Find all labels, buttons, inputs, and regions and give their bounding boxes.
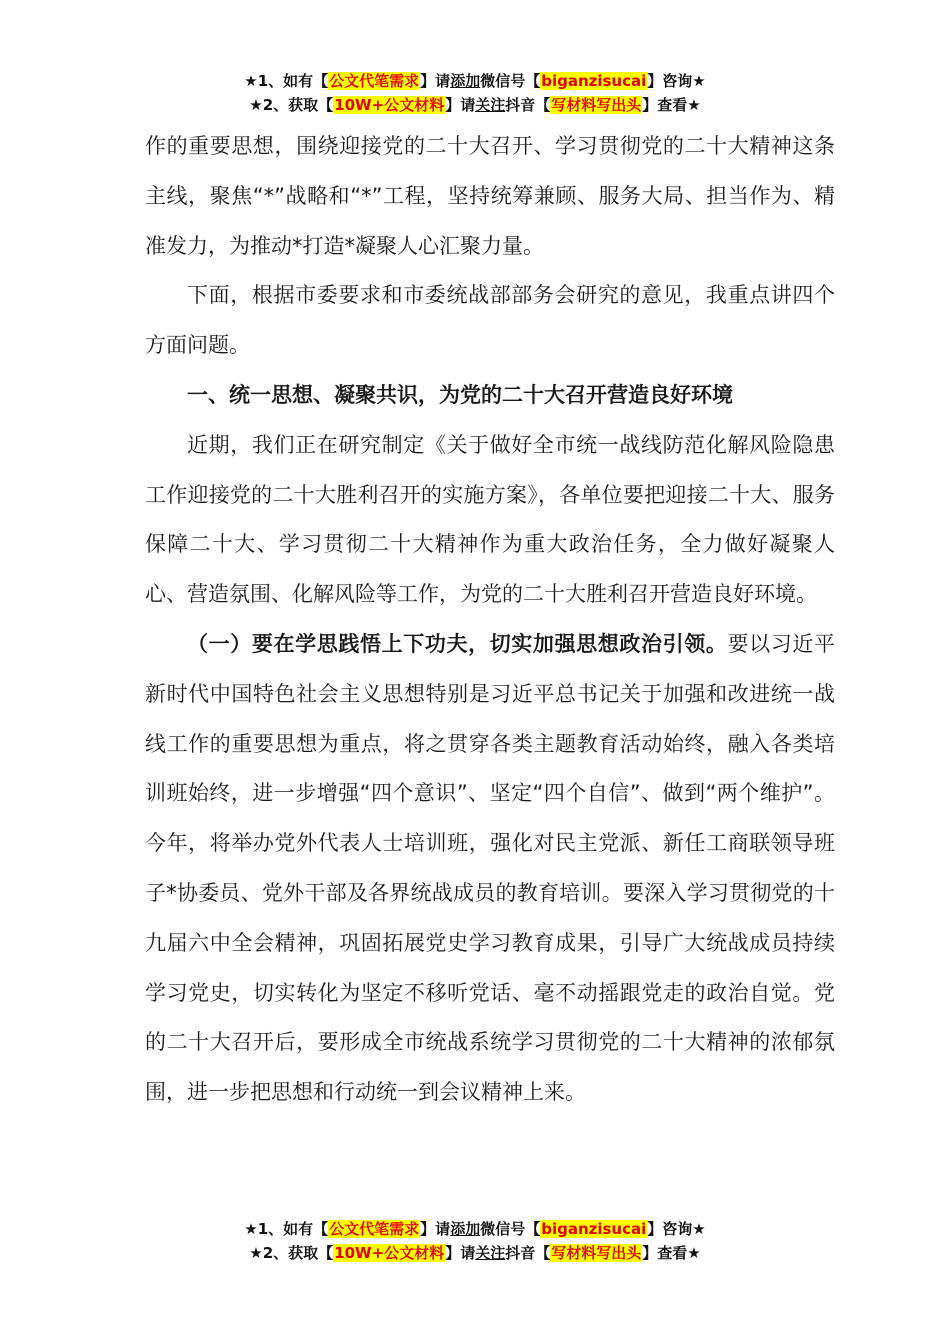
- banner-text: ★2、获取【: [249, 96, 334, 114]
- banner-text: 】请: [420, 1220, 451, 1238]
- banner-highlight: 公文代笔需求: [329, 1220, 420, 1238]
- banner-text: 】查看★: [642, 1244, 701, 1262]
- paragraph-text: 要以习近平新时代中国特色社会主义思想特别是习近平总书记关于加强和改进统一战线工作的重要思想为重点，将之贯穿各类主题教育活动始终，融入各类培训班始终，进一步增强“四个意识”、坚定“四个自信”、做到“两个维护”。今年，将举办党外代表人士培训班，强化对民主党派、新任工商联领导班子*协委员、党外干部及各界统战成员的教育培训。要深入学习贯彻党的十九届六中全会精神，巩固拓展党史学习教育成果，引导广大统战成员持续学习党史，切实转化为坚定不移听党话、毫不动摇跟党走的政治自觉。党的二十大召开后，要形成全市统战系统学习贯彻党的二十大精神的浓郁氛围，进一步把思想和行动统一到会议精神上来。: [145, 631, 835, 1105]
- paragraph: 近期，我们正在研究制定《关于做好全市统一战线防范化解风险隐患工作迎接党的二十大胜利召开的实施方案》，各单位要把迎接二十大、服务保障二十大、学习贯彻二十大精神作为重大政治任务，全力做好凝聚人心、营造氛围、化解风险等工作，为党的二十大胜利召开营造良好环境。: [145, 432, 835, 607]
- banner-underlined-text: 添加: [450, 72, 481, 90]
- banner-highlight: 写材料写出头: [551, 96, 642, 114]
- banner-text: 】咨询★: [647, 72, 706, 90]
- banner-text: ★2、获取【: [249, 1244, 334, 1262]
- bottom-banner-line-1: [0, 1218, 950, 1240]
- banner-highlight: 10W+公文材料: [334, 96, 445, 114]
- top-banner-line-2: [0, 94, 950, 116]
- banner-underlined-text: 关注: [475, 96, 506, 114]
- banner-text: 】请: [445, 1244, 476, 1262]
- banner-text: 微信号【: [480, 72, 541, 90]
- paragraph: 下面，根据市委要求和市委统战部部务会研究的意见，我重点讲四个方面问题。: [145, 283, 835, 358]
- paragraph-continued: 作的重要思想，围绕迎接党的二十大召开、学习贯彻党的二十大精神这条主线，聚焦“*”战略和“*”工程，坚持统筹兼顾、服务大局、担当作为、精准发力，为推动*打造*凝聚人心汇聚力量。: [145, 134, 835, 258]
- banner-text: 抖音【: [505, 96, 551, 114]
- document-body: [145, 122, 835, 1118]
- banner-highlight: 公文代笔需求: [329, 72, 420, 90]
- banner-text: 微信号【: [480, 1220, 541, 1238]
- subsection-heading: （一）要在学思践悟上下功夫，切实加强思想政治引领。: [187, 631, 728, 656]
- top-banner-line-1: [0, 70, 950, 92]
- banner-highlight: 写材料写出头: [551, 1244, 642, 1262]
- banner-underlined-text: 关注: [475, 1244, 506, 1262]
- section-heading: 一、统一思想、凝聚共识，为党的二十大召开营造良好环境: [187, 382, 733, 407]
- banner-text: 】查看★: [642, 96, 701, 114]
- banner-text: ★1、如有【: [244, 72, 329, 90]
- banner-text: 】请: [445, 96, 476, 114]
- banner-text: 】咨询★: [647, 1220, 706, 1238]
- banner-highlight: biganzisucai: [541, 1220, 647, 1238]
- banner-text: 】请: [420, 72, 451, 90]
- banner-highlight: 10W+公文材料: [334, 1244, 445, 1262]
- banner-text: ★1、如有【: [244, 1220, 329, 1238]
- paragraph: [145, 620, 835, 1118]
- banner-text: 抖音【: [505, 1244, 551, 1262]
- bottom-banner-line-2: [0, 1242, 950, 1264]
- banner-underlined-text: 添加: [450, 1220, 481, 1238]
- banner-highlight: biganzisucai: [541, 72, 647, 90]
